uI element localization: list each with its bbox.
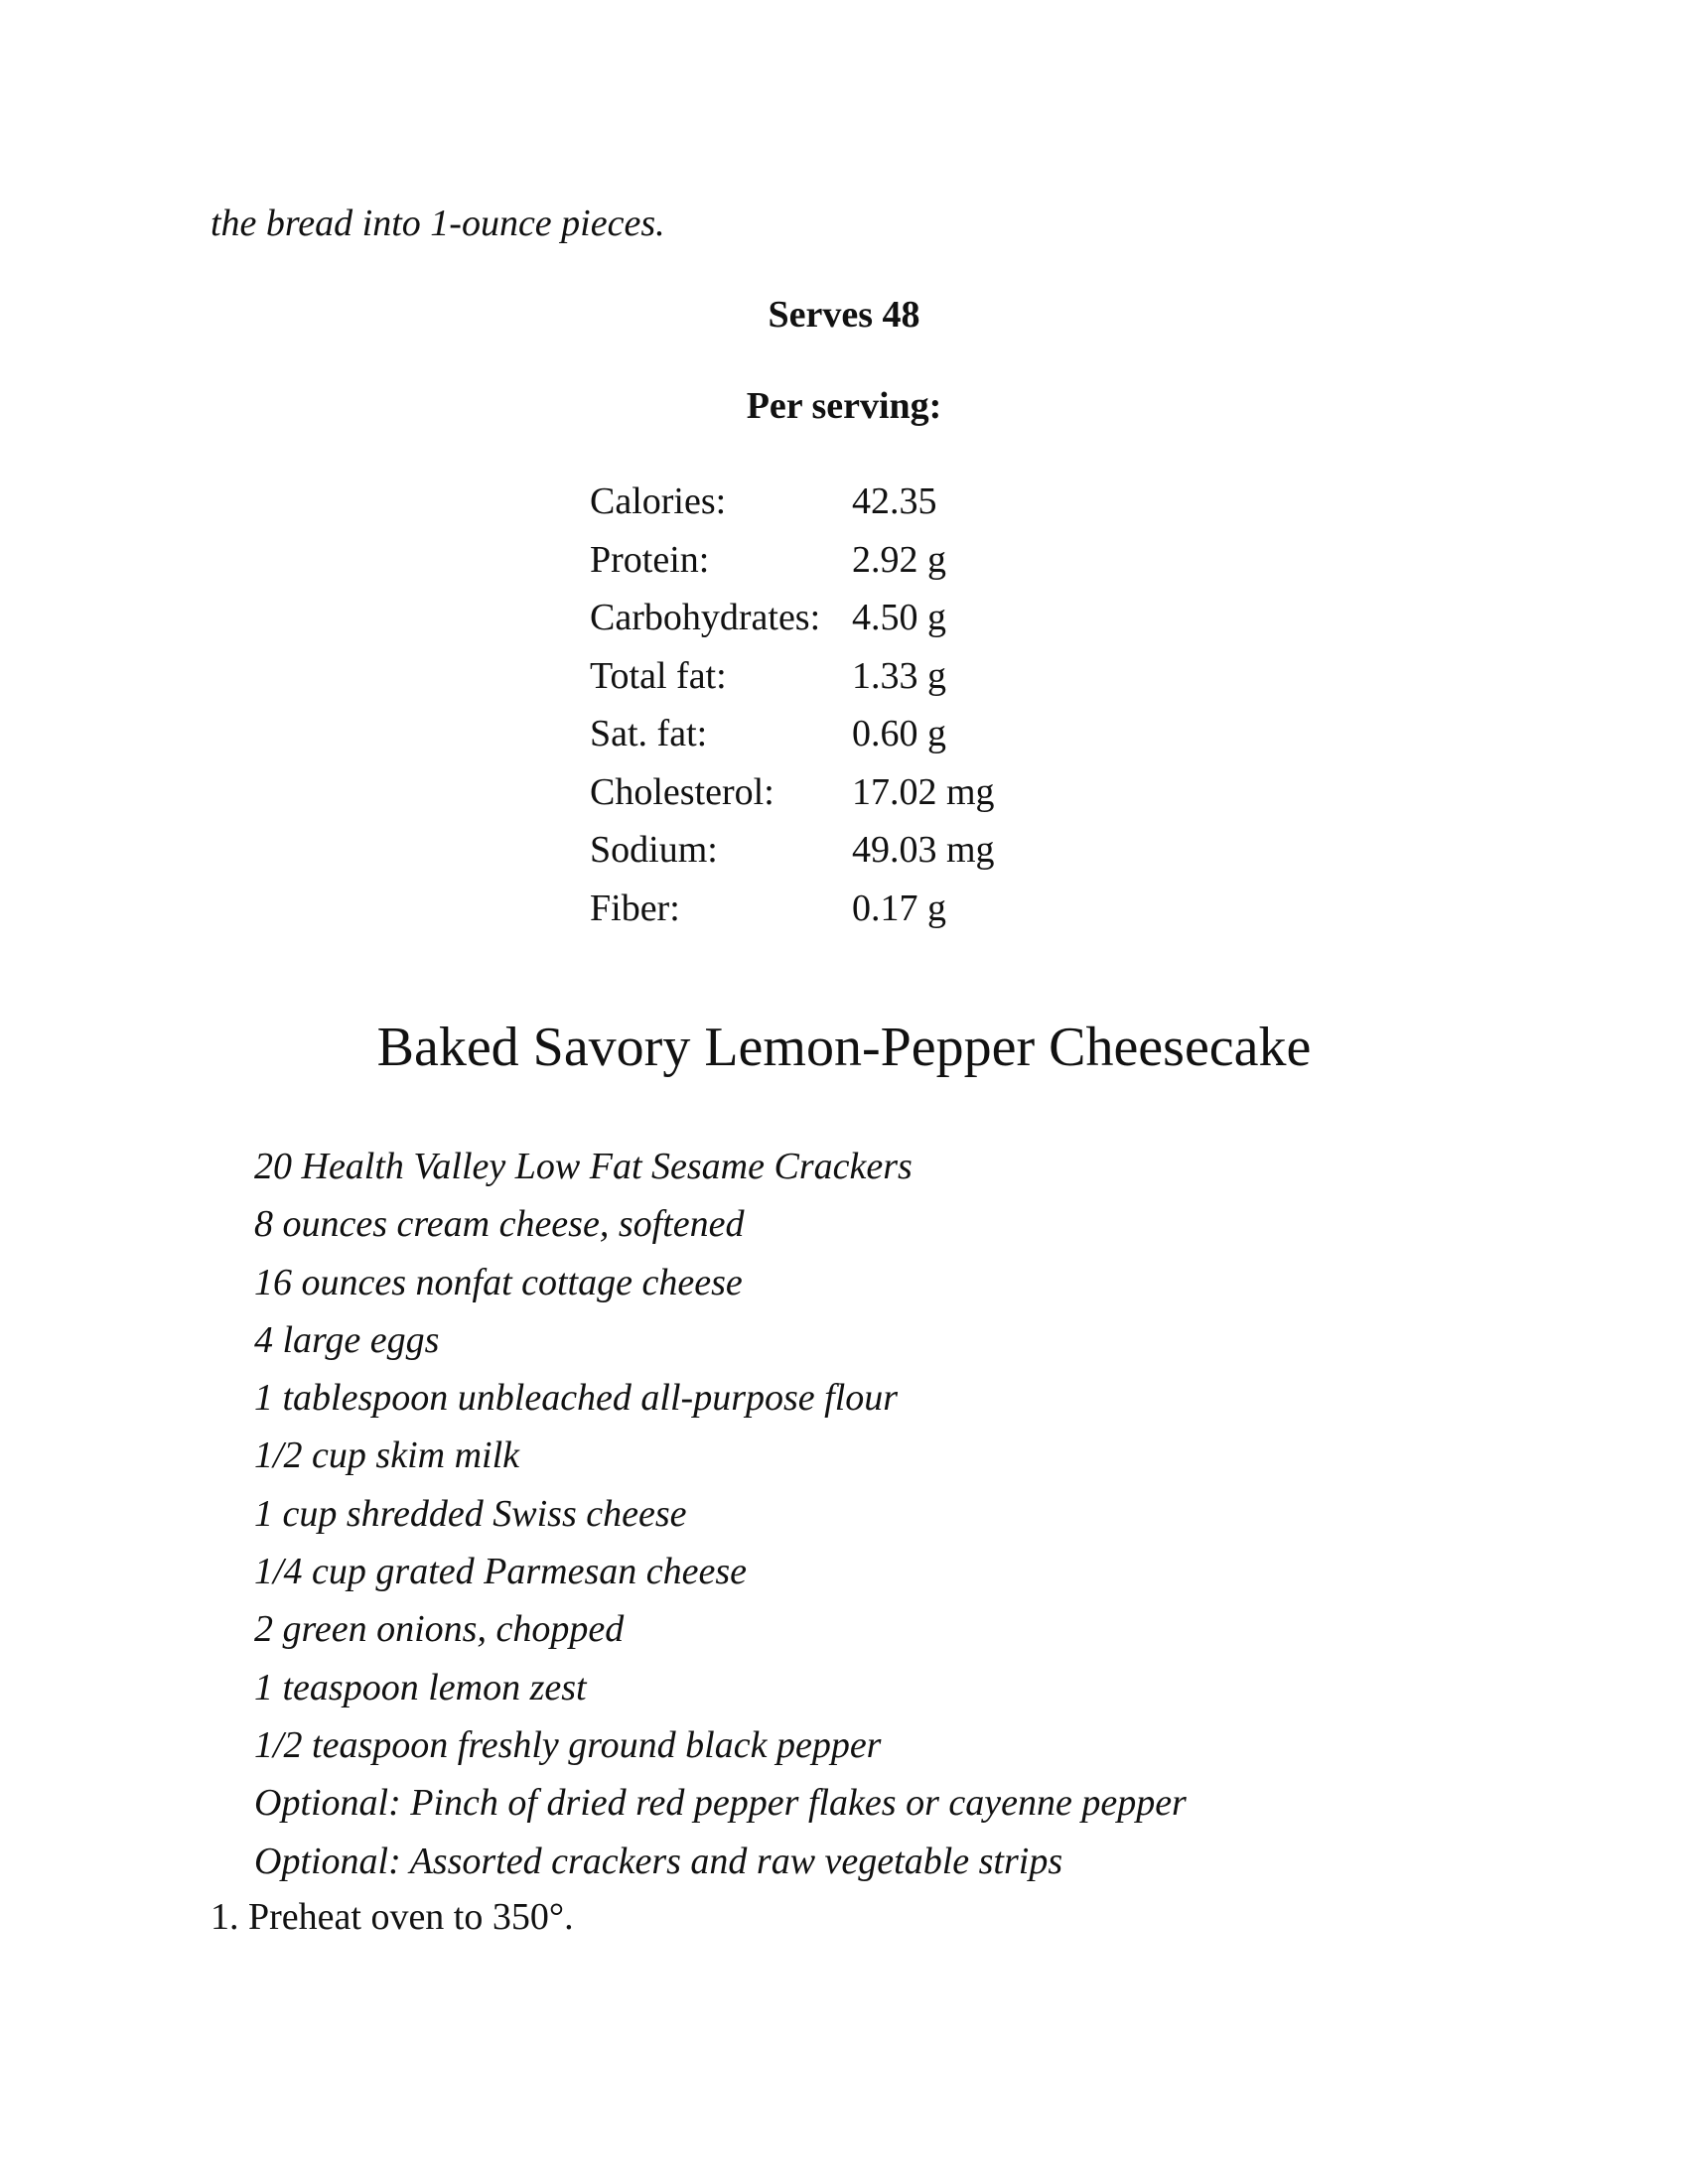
nutrient-label: Total fat: [590, 654, 727, 697]
nutrition-row [590, 535, 995, 594]
nutrient-value: 0.60 g [852, 713, 946, 754]
nutrition-row [590, 767, 995, 826]
nutrition-row [590, 651, 995, 710]
ingredient-item: 8 ounces cream cheese, softened [254, 1203, 745, 1246]
nutrient-value: 49.03 mg [852, 829, 995, 871]
nutrition-row [590, 709, 995, 767]
nutrition-row [590, 593, 995, 651]
ingredient-item: 1/2 cup skim milk [254, 1434, 520, 1477]
nutrition-row [590, 477, 995, 535]
ingredient-item: 4 large eggs [254, 1318, 440, 1361]
nutrient-label: Carbohydrates: [590, 597, 821, 638]
serves-heading: Serves 48 [768, 294, 920, 336]
nutrient-label: Protein: [590, 538, 710, 581]
nutrient-value: 42.35 [852, 480, 937, 522]
ingredient-item: 1 teaspoon lemon zest [254, 1666, 587, 1708]
nutrient-value: 17.02 mg [852, 770, 995, 813]
nutrient-label: Calories: [590, 480, 727, 522]
ingredient-item: 1/4 cup grated Parmesan cheese [254, 1551, 747, 1593]
ingredient-item: 1 tablespoon unbleached all-purpose flour [254, 1377, 899, 1420]
nutrient-value: 4.50 g [852, 597, 946, 638]
nutrition-row [590, 884, 995, 942]
recipe-title: Baked Savory Lemon-Pepper Cheesecake [376, 1017, 1312, 1078]
nutrient-value: 2.92 g [852, 538, 946, 581]
nutrition-table [590, 477, 995, 941]
nutrition-row [590, 825, 995, 884]
ingredient-item: 1/2 teaspoon freshly ground black pepper [254, 1723, 882, 1766]
intro-text-line: the bread into 1-ounce pieces. [211, 203, 665, 244]
ingredient-item: 1 cup shredded Swiss cheese [254, 1492, 687, 1535]
ingredient-item: 20 Health Valley Low Fat Sesame Crackers [254, 1146, 913, 1187]
ingredient-item: Optional: Assorted crackers and raw vegetable strips [254, 1840, 1063, 1882]
nutrient-label: Cholesterol: [590, 770, 774, 813]
nutrient-label: Sodium: [590, 829, 718, 871]
instruction-step: 1. Preheat oven to 350°. [211, 1896, 574, 1938]
ingredient-item: Optional: Pinch of dried red pepper flakes or cayenne pepper [254, 1782, 1187, 1825]
nutrient-label: Sat. fat: [590, 713, 708, 754]
nutrient-value: 0.17 g [852, 887, 946, 929]
nutrient-value: 1.33 g [852, 654, 946, 697]
per-serving-heading: Per serving: [746, 385, 942, 427]
nutrient-label: Fiber: [590, 887, 680, 929]
ingredient-item: 16 ounces nonfat cottage cheese [254, 1261, 743, 1303]
ingredient-item: 2 green onions, chopped [254, 1608, 625, 1651]
ingredient-list [254, 1142, 1187, 1894]
